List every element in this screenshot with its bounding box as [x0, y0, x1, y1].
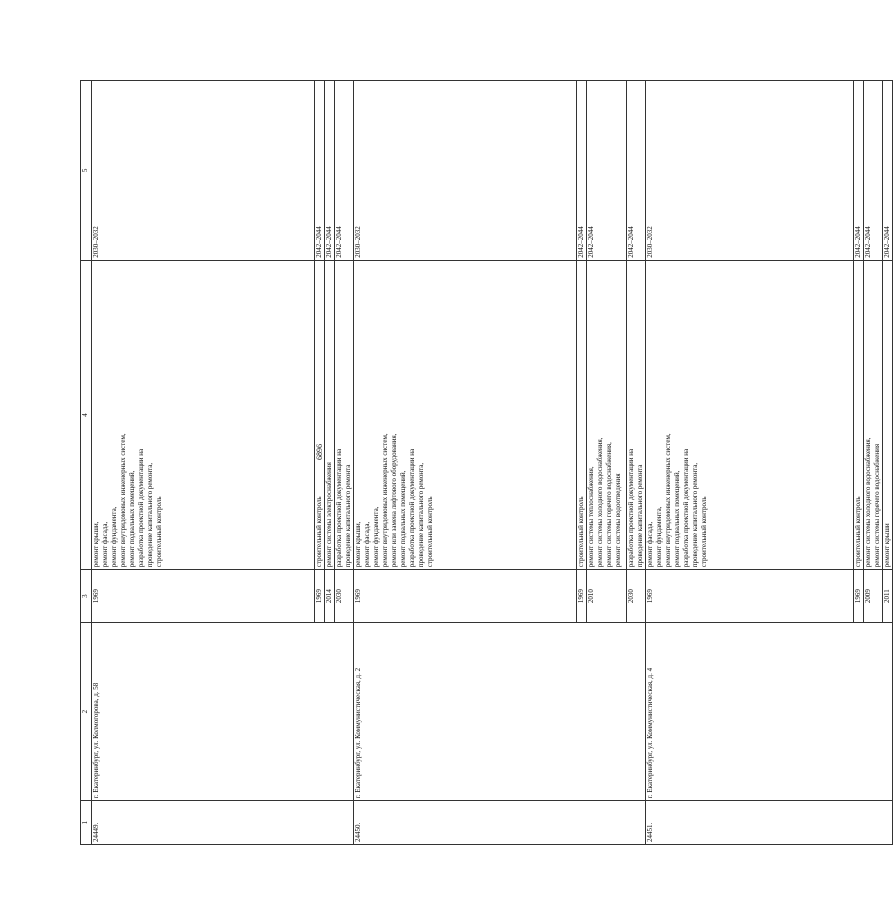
period-cell: 2042–2044 — [315, 81, 325, 261]
period-cell: 2042–2044 — [325, 81, 335, 261]
work-item: ремонт подвальных помещений, — [128, 470, 136, 568]
works-cell — [315, 260, 325, 570]
work-item: ремонт системы горячего водоснабжения, — [605, 442, 613, 568]
year-cell: 2010 — [587, 570, 627, 623]
period-cell: 2030–2032 — [354, 81, 577, 261]
year-cell: 1969 — [577, 570, 587, 623]
work-item: строительный контроль — [577, 496, 585, 568]
header-cell: 4 — [81, 260, 92, 570]
work-item: строительный контроль — [315, 496, 323, 568]
address-cell: г. Екатеринбург, ул. Коммунистическая, д. 2 — [354, 623, 646, 801]
header-row — [81, 81, 92, 845]
work-item: ремонт фундамента, — [372, 506, 380, 568]
header-cell: 5 — [81, 81, 92, 261]
works-cell — [325, 260, 335, 570]
record-id-cell: 24449. — [92, 801, 354, 845]
work-item: ремонт крыши, — [92, 521, 100, 568]
period-cell: 2042–2044 — [864, 81, 883, 261]
works-cell — [354, 260, 577, 570]
work-item: ремонт фундамента, — [110, 506, 118, 568]
work-item: ремонт фасада, — [101, 521, 109, 568]
work-item: ремонт системы холодного водоснабжения, — [864, 437, 872, 568]
period-cell: 2042–2044 — [587, 81, 627, 261]
work-item: ремонт или замена лифтового оборудования, — [390, 433, 398, 568]
table-body — [81, 81, 893, 845]
year-cell: 2030 — [335, 570, 354, 623]
header-cell: 3 — [81, 570, 92, 623]
address-cell: г. Екатеринбург, ул. Колмогорова, д. 58 — [92, 623, 354, 801]
record-id-cell: 24451. — [646, 801, 893, 845]
period-cell: 2042–2044 — [854, 81, 864, 261]
work-item: ремонт системы горячего водоснабжения — [873, 443, 881, 568]
work-item: строительный контроль — [426, 496, 434, 568]
period-cell: 2030–2032 — [646, 81, 854, 261]
year-cell: 1969 — [315, 570, 325, 623]
year-cell: 2030 — [627, 570, 646, 623]
work-item: ремонт системы электроснабжения — [325, 462, 333, 568]
period-cell: 2030–2032 — [92, 81, 315, 261]
works-cell — [577, 260, 587, 570]
year-cell: 2011 — [883, 570, 893, 623]
work-item: проведение капитального ремонта, — [417, 462, 425, 568]
work-item: строительный контроль — [700, 496, 708, 568]
work-item: ремонт фасада, — [646, 521, 654, 568]
work-item: ремонт внутридомовых инженерных систем, — [119, 433, 127, 568]
work-item: ремонт подвальных помещений, — [673, 470, 681, 568]
works-cell — [864, 260, 883, 570]
work-item: ремонт системы теплоснабжения, — [587, 466, 595, 568]
work-item: разработка проектной документации на — [137, 448, 145, 568]
works-cell — [92, 260, 315, 570]
work-item: проведение капитального ремонта — [344, 464, 352, 568]
works-cell — [587, 260, 627, 570]
header-cell: 2 — [81, 623, 92, 801]
work-item: ремонт подвальных помещений, — [399, 470, 407, 568]
year-cell: 1969 — [646, 570, 854, 623]
work-item: проведение капитального ремонта, — [691, 462, 699, 568]
work-item: проведение капитального ремонта — [636, 464, 644, 568]
works-cell — [335, 260, 354, 570]
works-cell — [646, 260, 854, 570]
address-cell: г. Екатеринбург, ул. Коммунистическая, д. 4 — [646, 623, 893, 801]
record-id-cell: 24450. — [354, 801, 646, 845]
year-cell: 2009 — [864, 570, 883, 623]
work-item: ремонт крыши — [883, 523, 891, 568]
period-cell: 2042–2044 — [883, 81, 893, 261]
period-cell: 2042–2044 — [577, 81, 587, 261]
year-cell: 1969 — [854, 570, 864, 623]
table-row — [646, 81, 854, 845]
repair-schedule-table — [80, 80, 893, 845]
year-cell: 1969 — [354, 570, 577, 623]
work-item: разработка проектной документации на — [627, 448, 635, 568]
work-item: разработка проектной документации на — [682, 448, 690, 568]
works-cell — [854, 260, 864, 570]
page-number: 6896 — [315, 444, 324, 460]
work-item: ремонт внутридомовых инженерных систем, — [381, 433, 389, 568]
period-cell: 2042–2044 — [627, 81, 646, 261]
work-item: ремонт фасада, — [363, 521, 371, 568]
work-item: ремонт системы водоотведения — [614, 473, 622, 568]
year-cell: 2014 — [325, 570, 335, 623]
work-item: строительный контроль — [854, 496, 862, 568]
header-cell: 1 — [81, 801, 92, 845]
work-item: ремонт фундамента, — [655, 506, 663, 568]
work-item: ремонт крыши, — [354, 521, 362, 568]
works-cell — [883, 260, 893, 570]
work-item: разработка проектной документации на — [408, 448, 416, 568]
work-item: ремонт внутридомовых инженерных систем, — [664, 433, 672, 568]
rotated-page — [80, 80, 891, 845]
table-row — [354, 81, 577, 845]
work-item: ремонт системы холодного водоснабжения, — [596, 437, 604, 568]
year-cell: 1969 — [92, 570, 315, 623]
work-item: проведение капитального ремонта, — [146, 462, 154, 568]
work-item: разработка проектной документации на — [335, 448, 343, 568]
work-item: строительный контроль — [155, 496, 163, 568]
table-row — [92, 81, 315, 845]
period-cell: 2042–2044 — [335, 81, 354, 261]
works-cell — [627, 260, 646, 570]
